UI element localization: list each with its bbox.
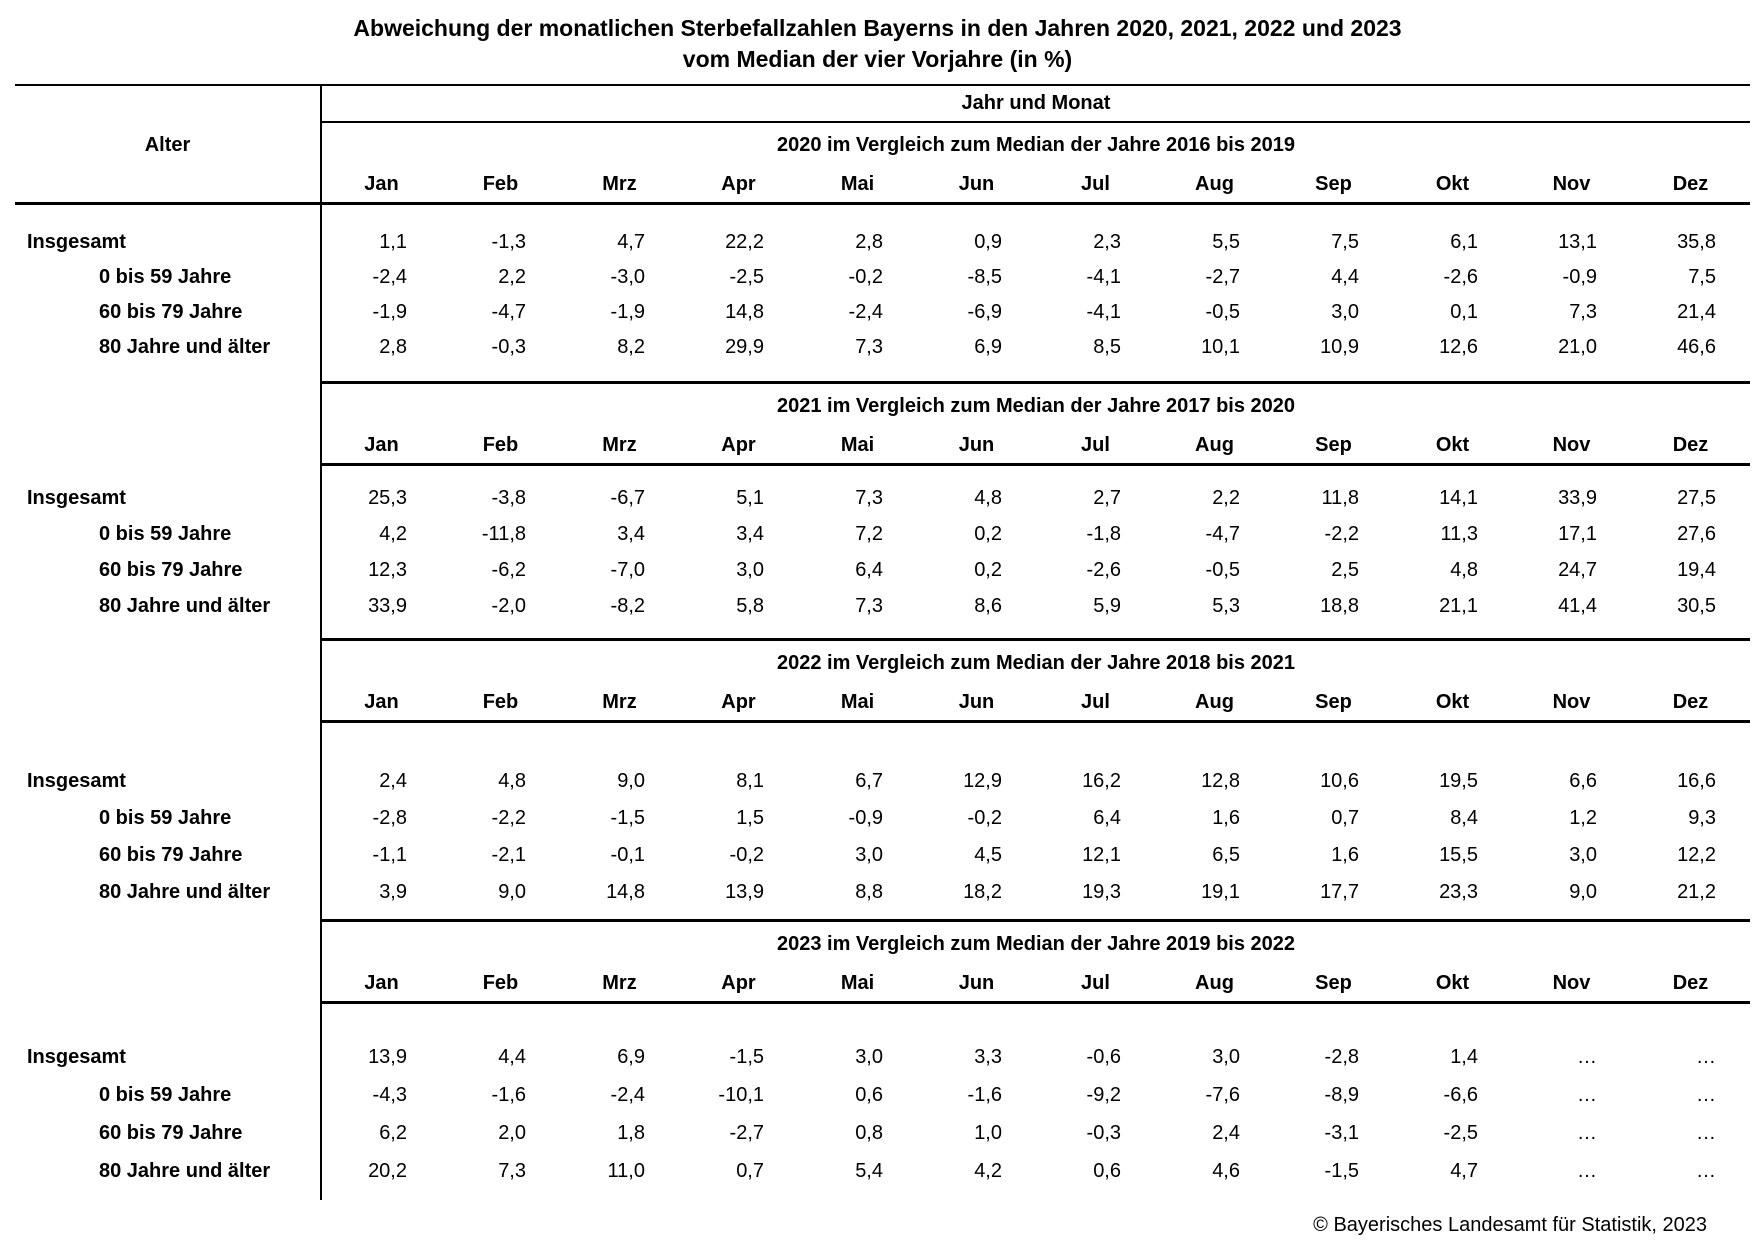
table-row xyxy=(15,763,1750,800)
value-cell: 4,7 xyxy=(617,231,645,253)
value-cell: 27,5 xyxy=(1677,486,1716,509)
section-year-header: 2020 im Vergleich zum Median der Jahre 2016 bis 2019 xyxy=(776,133,1296,156)
value-cell: -2,5 xyxy=(1443,1121,1478,1144)
col-header-month: Dez xyxy=(1672,434,1709,456)
value-cell: -2,2 xyxy=(491,807,526,829)
value-cell: 3,4 xyxy=(617,522,645,545)
value-cell: 3,0 xyxy=(1331,301,1359,323)
title-line-1: Abweichung der monatlichen Sterbefallzahlen Bayerns in den Jahren 2020, 2021, 2022 und 2023 xyxy=(353,15,1402,41)
value-cell: -0,3 xyxy=(491,336,526,358)
value-cell: 5,4 xyxy=(855,1159,883,1182)
value-cell: 0,1 xyxy=(1450,301,1478,323)
value-cell: 8,4 xyxy=(1450,807,1478,829)
value-cell: -6,9 xyxy=(967,301,1002,323)
value-cell: 30,5 xyxy=(1677,594,1716,617)
value-cell: -1,1 xyxy=(372,844,407,866)
value-cell: -2,5 xyxy=(729,266,764,288)
col-header-month: Mrz xyxy=(602,434,637,456)
value-cell: 18,8 xyxy=(1320,594,1359,617)
value-cell: -6,6 xyxy=(1443,1083,1478,1106)
row-header-alter: Alter xyxy=(144,134,191,156)
table-row xyxy=(15,874,1750,911)
value-cell: 4,6 xyxy=(1212,1159,1240,1182)
col-header-month: Okt xyxy=(1435,173,1470,195)
value-cell: -2,6 xyxy=(1443,266,1478,288)
col-header-month: Apr xyxy=(721,972,756,994)
value-cell: 6,4 xyxy=(855,558,883,581)
col-header-month: Sep xyxy=(1315,173,1352,195)
col-header-month: Jun xyxy=(958,434,995,456)
col-group-header: Jahr und Monat xyxy=(322,86,1750,123)
value-cell: 1,4 xyxy=(1450,1045,1478,1068)
value-cell: 11,8 xyxy=(1321,486,1359,509)
value-cell: 5,3 xyxy=(1212,594,1240,617)
value-cell: … xyxy=(1577,1159,1597,1182)
table-row xyxy=(15,588,1750,624)
value-cell: 19,4 xyxy=(1677,558,1716,581)
col-header-month: Nov xyxy=(1552,691,1591,713)
table-row xyxy=(15,295,1750,330)
value-cell: 4,2 xyxy=(379,522,407,545)
col-header-month: Mrz xyxy=(602,972,637,994)
value-cell: 8,6 xyxy=(974,594,1002,617)
value-cell: 13,1 xyxy=(1558,231,1597,253)
value-cell: -2,8 xyxy=(372,807,407,829)
value-cell: -6,2 xyxy=(491,558,526,581)
col-header-month: Mai xyxy=(840,434,875,456)
col-header-month: Sep xyxy=(1315,434,1352,456)
value-cell: 12,1 xyxy=(1082,844,1121,866)
value-cell: 9,3 xyxy=(1688,807,1716,829)
col-header-month: Jul xyxy=(1081,972,1110,994)
value-cell: 0,6 xyxy=(1093,1159,1121,1182)
value-cell: 12,8 xyxy=(1201,770,1240,792)
table-row xyxy=(15,1038,1750,1076)
col-header-month: Okt xyxy=(1435,434,1470,456)
value-cell: 6,6 xyxy=(1569,770,1597,792)
value-cell: 2,8 xyxy=(379,336,407,358)
value-cell: 1,2 xyxy=(1569,807,1597,829)
section-year-header: 2022 im Vergleich zum Median der Jahre 2018 bis 2021 xyxy=(322,638,1750,685)
value-cell: -6,7 xyxy=(610,486,645,509)
value-cell: 5,8 xyxy=(736,594,764,617)
value-cell: 7,5 xyxy=(1331,231,1359,253)
value-cell: 25,3 xyxy=(368,486,407,509)
col-header-month: Okt xyxy=(1435,691,1470,713)
section-year-header: 2023 im Vergleich zum Median der Jahre 2019 bis 2022 xyxy=(322,919,1750,966)
col-header-month: Jan xyxy=(364,691,399,713)
col-header-month: Dez xyxy=(1672,972,1709,994)
table-row xyxy=(15,1152,1750,1190)
statistics-table xyxy=(15,84,1750,1200)
value-cell: -0,5 xyxy=(1205,301,1240,323)
value-cell: 2,8 xyxy=(855,231,883,253)
value-cell: 11,0 xyxy=(607,1159,645,1182)
value-cell: 21,2 xyxy=(1677,881,1716,903)
col-header-month: Nov xyxy=(1552,434,1591,456)
copyright-notice: © Bayerisches Landesamt für Statistik, 2023 xyxy=(1313,1214,1707,1236)
value-cell: 2,3 xyxy=(1093,231,1121,253)
value-cell: -2,2 xyxy=(1324,522,1359,545)
value-cell: -1,3 xyxy=(491,231,526,253)
row-label: 0 bis 59 Jahre xyxy=(99,266,232,288)
value-cell: -0,2 xyxy=(967,807,1002,829)
value-cell: 2,4 xyxy=(379,770,407,792)
col-header-month: Aug xyxy=(1195,434,1234,456)
value-cell: 4,7 xyxy=(1450,1159,1478,1182)
value-cell: 21,4 xyxy=(1677,301,1716,323)
value-cell: -0,5 xyxy=(1205,558,1240,581)
value-cell: … xyxy=(1696,1045,1716,1068)
value-cell: 11,3 xyxy=(1440,522,1478,545)
value-cell: -2,4 xyxy=(848,301,883,323)
value-cell: … xyxy=(1577,1121,1597,1144)
col-header-month: Sep xyxy=(1315,972,1352,994)
col-header-month: Aug xyxy=(1195,173,1234,195)
row-label: 60 bis 79 Jahre xyxy=(99,301,243,323)
value-cell: 27,6 xyxy=(1677,522,1716,545)
value-cell: 3,9 xyxy=(379,881,407,903)
value-cell: -4,7 xyxy=(1205,522,1240,545)
value-cell: -3,8 xyxy=(491,486,526,509)
row-label: 60 bis 79 Jahre xyxy=(99,844,243,866)
section-data xyxy=(15,1004,1750,1200)
col-header-month: Jul xyxy=(1081,173,1110,195)
col-header-month: Apr xyxy=(721,173,756,195)
value-cell: … xyxy=(1696,1121,1716,1144)
value-cell: 33,9 xyxy=(1558,486,1597,509)
col-header-month: Dez xyxy=(1672,173,1709,195)
row-label: Insgesamt xyxy=(27,770,126,792)
value-cell: 18,2 xyxy=(963,881,1002,903)
col-header-month: Jul xyxy=(1081,691,1110,713)
value-cell: 6,2 xyxy=(379,1121,407,1144)
value-cell: 14,8 xyxy=(725,301,764,323)
value-cell: 8,8 xyxy=(855,881,883,903)
value-cell: 1,5 xyxy=(736,807,764,829)
col-header-month: Jan xyxy=(364,434,399,456)
value-cell: 1,6 xyxy=(1212,807,1240,829)
value-cell: -7,6 xyxy=(1205,1083,1240,1106)
month-header-row xyxy=(322,966,1750,1001)
value-cell: 5,1 xyxy=(736,486,764,509)
col-header-month: Feb xyxy=(482,972,519,994)
value-cell: -1,5 xyxy=(729,1045,764,1068)
value-cell: 2,7 xyxy=(1093,486,1121,509)
value-cell: 33,9 xyxy=(368,594,407,617)
value-cell: 4,2 xyxy=(974,1159,1002,1182)
value-cell: 6,9 xyxy=(974,336,1002,358)
value-cell: 3,0 xyxy=(736,558,764,581)
row-label: 60 bis 79 Jahre xyxy=(99,558,243,581)
table-row xyxy=(15,800,1750,837)
value-cell: -0,2 xyxy=(848,266,883,288)
col-header-month: Mai xyxy=(840,972,875,994)
value-cell: 10,9 xyxy=(1320,336,1359,358)
value-cell: 5,9 xyxy=(1093,594,1121,617)
value-cell: 8,5 xyxy=(1093,336,1121,358)
col-header-month: Aug xyxy=(1195,691,1234,713)
col-header-month: Feb xyxy=(482,173,519,195)
col-header-month: Aug xyxy=(1195,972,1234,994)
value-cell: -1,9 xyxy=(372,301,407,323)
value-cell: 2,4 xyxy=(1212,1121,1240,1144)
value-cell: 7,3 xyxy=(855,594,883,617)
value-cell: -10,1 xyxy=(718,1083,764,1106)
value-cell: 0,7 xyxy=(1331,807,1359,829)
value-cell: -4,1 xyxy=(1086,301,1121,323)
value-cell: 21,1 xyxy=(1439,594,1478,617)
value-cell: -8,5 xyxy=(967,266,1002,288)
value-cell: 3,0 xyxy=(1569,844,1597,866)
value-cell: 13,9 xyxy=(368,1045,407,1068)
value-cell: 6,5 xyxy=(1212,844,1240,866)
table-row xyxy=(15,330,1750,365)
value-cell: 20,2 xyxy=(368,1159,407,1182)
value-cell: 19,1 xyxy=(1201,881,1240,903)
value-cell: 1,0 xyxy=(974,1121,1002,1144)
value-cell: 12,2 xyxy=(1677,844,1716,866)
value-cell: 0,2 xyxy=(974,522,1002,545)
value-cell: 6,9 xyxy=(617,1045,645,1068)
table-row xyxy=(15,837,1750,874)
value-cell: 6,7 xyxy=(855,770,883,792)
value-cell: -4,7 xyxy=(491,301,526,323)
value-cell: 0,6 xyxy=(855,1083,883,1106)
row-label: 0 bis 59 Jahre xyxy=(99,807,232,829)
value-cell: -2,7 xyxy=(1205,266,1240,288)
col-header-month: Jun xyxy=(958,173,995,195)
value-cell: -8,9 xyxy=(1324,1083,1359,1106)
col-header-month: Jun xyxy=(958,972,995,994)
value-cell: 10,1 xyxy=(1201,336,1240,358)
value-cell: 0,2 xyxy=(974,558,1002,581)
value-cell: -0,3 xyxy=(1086,1121,1121,1144)
table-row xyxy=(15,225,1750,260)
value-cell: … xyxy=(1696,1083,1716,1106)
value-cell: … xyxy=(1577,1045,1597,1068)
value-cell: -2,1 xyxy=(491,844,526,866)
row-label: 80 Jahre und älter xyxy=(99,594,271,617)
value-cell: -3,1 xyxy=(1324,1121,1359,1144)
col-header-month: Apr xyxy=(721,691,756,713)
value-cell: 6,4 xyxy=(1093,807,1121,829)
col-header-month: Sep xyxy=(1315,691,1352,713)
value-cell: 9,0 xyxy=(617,770,645,792)
value-cell: -8,2 xyxy=(610,594,645,617)
value-cell: 9,0 xyxy=(1569,881,1597,903)
value-cell: 3,4 xyxy=(736,522,764,545)
value-cell: 4,8 xyxy=(498,770,526,792)
value-cell: … xyxy=(1696,1159,1716,1182)
section-data xyxy=(15,466,1750,638)
value-cell: -0,2 xyxy=(729,844,764,866)
col-header-month: Nov xyxy=(1552,972,1591,994)
value-cell: 7,3 xyxy=(1569,301,1597,323)
col-header-month: Dez xyxy=(1672,691,1709,713)
value-cell: 46,6 xyxy=(1677,336,1716,358)
value-cell: -4,1 xyxy=(1086,266,1121,288)
table-title xyxy=(0,0,1755,75)
value-cell: -2,4 xyxy=(372,266,407,288)
value-cell: 35,8 xyxy=(1677,231,1716,253)
col-header-month: Jan xyxy=(364,972,399,994)
table-row xyxy=(15,1114,1750,1152)
value-cell: 4,8 xyxy=(974,486,1002,509)
value-cell: -1,8 xyxy=(1086,522,1121,545)
value-cell: 24,7 xyxy=(1558,558,1597,581)
value-cell: 0,9 xyxy=(974,231,1002,253)
value-cell: 4,5 xyxy=(974,844,1002,866)
table-row xyxy=(15,516,1750,552)
value-cell: 41,4 xyxy=(1558,594,1597,617)
value-cell: -2,4 xyxy=(610,1083,645,1106)
value-cell: 3,0 xyxy=(1212,1045,1240,1068)
value-cell: 14,1 xyxy=(1439,486,1478,509)
value-cell: 12,9 xyxy=(963,770,1002,792)
value-cell: 7,3 xyxy=(855,336,883,358)
value-cell: -1,6 xyxy=(491,1083,526,1106)
col-header-month: Mrz xyxy=(602,173,637,195)
table-row xyxy=(15,260,1750,295)
value-cell: 3,0 xyxy=(855,1045,883,1068)
value-cell: 2,0 xyxy=(498,1121,526,1144)
value-cell: 29,9 xyxy=(725,336,764,358)
col-header-month: Mai xyxy=(840,691,875,713)
value-cell: 13,9 xyxy=(725,881,764,903)
col-header-month: Jan xyxy=(364,173,399,195)
section-data xyxy=(15,723,1750,919)
value-cell: 1,6 xyxy=(1331,844,1359,866)
value-cell: -3,0 xyxy=(610,266,645,288)
value-cell: 9,0 xyxy=(498,881,526,903)
value-cell: -1,5 xyxy=(610,807,645,829)
value-cell: -9,2 xyxy=(1086,1083,1121,1106)
col-header-month: Apr xyxy=(721,434,756,456)
table-sections xyxy=(15,123,1750,1200)
value-cell: 12,3 xyxy=(368,558,407,581)
row-label: 80 Jahre und älter xyxy=(99,336,271,358)
value-cell: -4,3 xyxy=(372,1083,407,1106)
value-cell: 8,2 xyxy=(617,336,645,358)
value-cell: -0,9 xyxy=(1562,266,1597,288)
month-header-row xyxy=(322,685,1750,720)
col-header-month: Jun xyxy=(958,691,995,713)
value-cell: 4,4 xyxy=(498,1045,526,1068)
col-header-month: Feb xyxy=(482,691,519,713)
value-cell: 14,8 xyxy=(606,881,645,903)
value-cell: 6,1 xyxy=(1450,231,1478,253)
value-cell: 21,0 xyxy=(1558,336,1597,358)
value-cell: … xyxy=(1577,1083,1597,1106)
value-cell: 8,1 xyxy=(736,770,764,792)
value-cell: -2,7 xyxy=(729,1121,764,1144)
value-cell: 5,5 xyxy=(1212,231,1240,253)
col-header-month: Okt xyxy=(1435,972,1470,994)
value-cell: 1,8 xyxy=(617,1121,645,1144)
month-header-row xyxy=(322,428,1750,463)
value-cell: 3,3 xyxy=(974,1045,1002,1068)
value-cell: 4,4 xyxy=(1331,266,1359,288)
col-header-month: Mai xyxy=(840,173,875,195)
value-cell: 10,6 xyxy=(1320,770,1359,792)
row-label: 80 Jahre und älter xyxy=(99,1159,271,1182)
value-cell: 7,3 xyxy=(498,1159,526,1182)
value-cell: 2,2 xyxy=(1212,486,1240,509)
table-row xyxy=(15,552,1750,588)
row-label: 60 bis 79 Jahre xyxy=(99,1121,243,1144)
value-cell: -2,8 xyxy=(1324,1045,1359,1068)
row-label: Insgesamt xyxy=(27,231,126,253)
value-cell: 3,0 xyxy=(855,844,883,866)
value-cell: 7,5 xyxy=(1688,266,1716,288)
value-cell: -7,0 xyxy=(610,558,645,581)
table-row xyxy=(15,480,1750,516)
value-cell: 0,7 xyxy=(736,1159,764,1182)
table-row xyxy=(15,1076,1750,1114)
value-cell: 2,5 xyxy=(1331,558,1359,581)
value-cell: -0,1 xyxy=(610,844,645,866)
value-cell: -1,5 xyxy=(1324,1159,1359,1182)
value-cell: 17,1 xyxy=(1558,522,1597,545)
value-cell: -1,6 xyxy=(967,1083,1002,1106)
value-cell: 15,5 xyxy=(1439,844,1478,866)
value-cell: 19,5 xyxy=(1439,770,1478,792)
col-header-month: Feb xyxy=(482,434,519,456)
value-cell: -1,9 xyxy=(610,301,645,323)
column-divider xyxy=(320,86,322,1200)
value-cell: 12,6 xyxy=(1439,336,1478,358)
value-cell: 16,6 xyxy=(1677,770,1716,792)
title-line-2: vom Median der vier Vorjahre (in %) xyxy=(682,46,1073,72)
value-cell: 23,3 xyxy=(1439,881,1478,903)
row-label: 80 Jahre und älter xyxy=(99,881,271,903)
row-label: 0 bis 59 Jahre xyxy=(99,1083,232,1106)
value-cell: 2,2 xyxy=(498,266,526,288)
value-cell: -0,9 xyxy=(848,807,883,829)
value-cell: 16,2 xyxy=(1082,770,1121,792)
month-header-row xyxy=(322,167,1750,202)
value-cell: -11,8 xyxy=(481,522,526,545)
col-header-month: Nov xyxy=(1552,173,1591,195)
row-label: 0 bis 59 Jahre xyxy=(99,522,232,545)
value-cell: 19,3 xyxy=(1082,881,1121,903)
value-cell: 7,3 xyxy=(855,486,883,509)
section-year-header: 2021 im Vergleich zum Median der Jahre 2017 bis 2020 xyxy=(322,381,1750,428)
row-label: Insgesamt xyxy=(27,486,126,509)
col-header-month: Mrz xyxy=(602,691,637,713)
value-cell: 1,1 xyxy=(379,231,407,253)
value-cell: 17,7 xyxy=(1320,881,1359,903)
value-cell: 22,2 xyxy=(725,231,764,253)
value-cell: 4,8 xyxy=(1450,558,1478,581)
value-cell: -2,6 xyxy=(1086,558,1121,581)
row-label: Insgesamt xyxy=(27,1045,126,1068)
col-header-month: Jul xyxy=(1081,434,1110,456)
value-cell: -2,0 xyxy=(491,594,526,617)
value-cell: 0,8 xyxy=(855,1121,883,1144)
section-data xyxy=(15,205,1750,381)
value-cell: 7,2 xyxy=(855,522,883,545)
value-cell: -0,6 xyxy=(1086,1045,1121,1068)
